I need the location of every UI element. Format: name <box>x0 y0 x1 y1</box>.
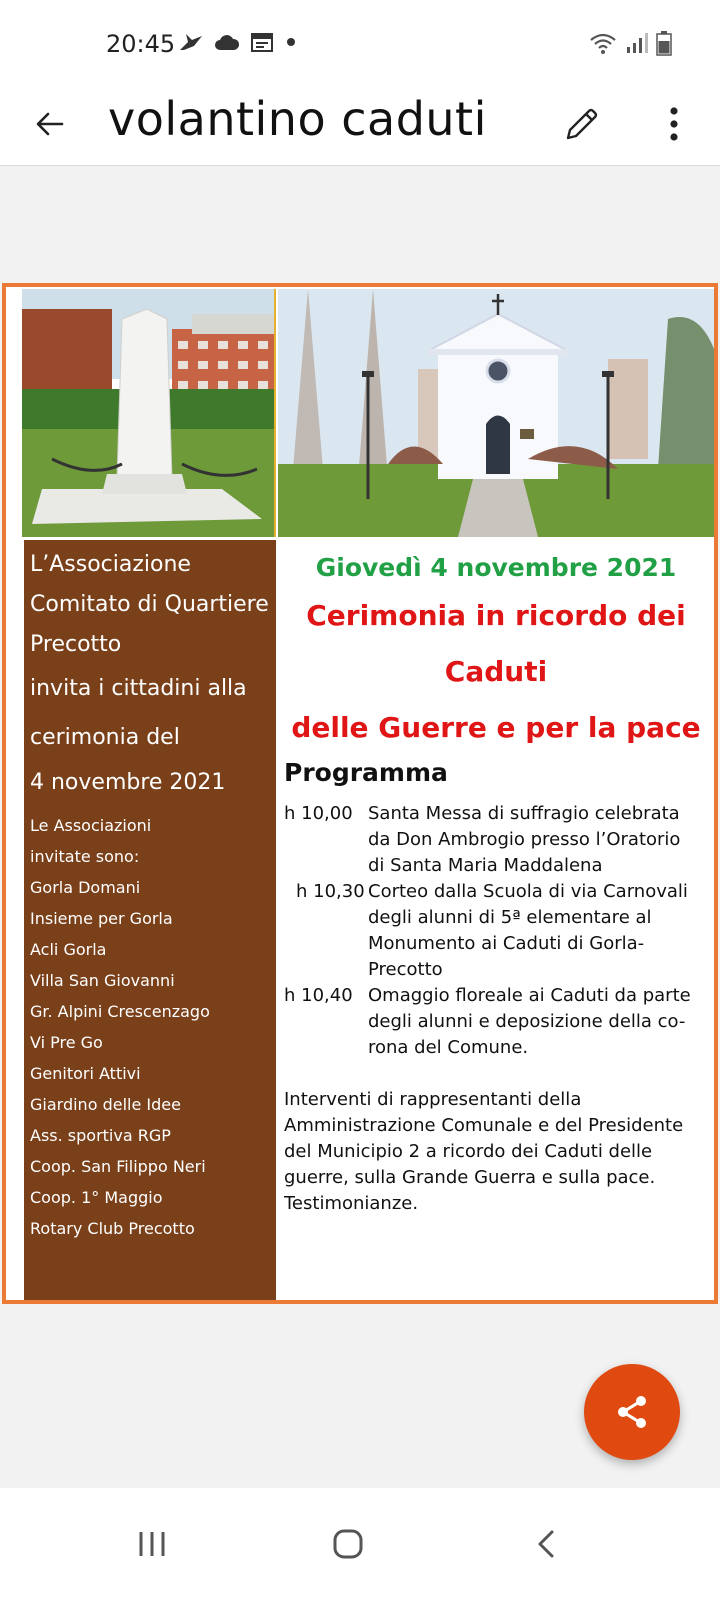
status-notification-icons <box>178 30 298 54</box>
interventi-line: Interventi di rappresentanti della <box>284 1089 582 1110</box>
program-time: h 10,30 <box>296 881 365 902</box>
home-icon <box>332 1528 364 1560</box>
home-button[interactable] <box>316 1512 380 1576</box>
status-time: 20:45 <box>106 30 176 58</box>
program-line: degli alunni e deposizione della co- <box>368 1011 686 1032</box>
program-line: di Santa Maria Maddalena <box>368 855 603 876</box>
event-date: Giovedì 4 novembre 2021 <box>315 553 677 582</box>
page-title: volantino caduti <box>108 92 487 146</box>
recents-icon <box>137 1530 167 1558</box>
dot-icon <box>284 35 298 49</box>
recents-button[interactable] <box>120 1512 184 1576</box>
sidebar-line: Comitato di Quartiere <box>30 592 269 617</box>
program-line: da Don Ambrogio presso l’Oratorio <box>368 829 681 850</box>
association-item: Genitori Attivi <box>30 1064 141 1083</box>
sidebar-line: 4 novembre 2021 <box>30 770 226 795</box>
sidebar-line: invita i cittadini alla <box>30 676 247 701</box>
chapel-photo <box>278 289 714 537</box>
battery-icon <box>656 30 672 56</box>
program-description <box>368 801 708 879</box>
status-system-icons <box>588 30 672 56</box>
interventi-line: Amministrazione Comunale e del Presidente <box>284 1115 684 1136</box>
flyer-document[interactable] <box>2 283 718 1304</box>
event-title-line: Caduti <box>444 655 548 688</box>
share-icon <box>614 1394 650 1430</box>
interventi-line: Testimonianze. <box>284 1193 419 1214</box>
association-item: Coop. San Filippo Neri <box>30 1157 206 1176</box>
more-vertical-icon <box>668 106 680 142</box>
program-line: degli alunni di 5ª elementare al <box>368 907 652 928</box>
share-button[interactable] <box>584 1364 680 1460</box>
association-item: Vi Pre Go <box>30 1033 103 1052</box>
program-line: Santa Messa di suffragio celebrata <box>368 803 680 824</box>
sidebar-line: cerimonia del <box>30 725 180 750</box>
program-schedule <box>284 801 708 1061</box>
program-line: rona del Comune. <box>368 1037 529 1058</box>
interventi-paragraph <box>284 1087 708 1217</box>
event-title-line: Cerimonia in ricordo dei <box>306 599 686 632</box>
program-row <box>284 801 708 879</box>
signal-icon <box>626 31 648 55</box>
program-line: Omaggio floreale ai Caduti da parte <box>368 985 691 1006</box>
program-time: h 10,00 <box>284 803 353 824</box>
interventi-line: del Municipio 2 a ricordo dei Caduti delle <box>284 1141 653 1162</box>
status-bar <box>0 0 720 88</box>
cloud-icon <box>214 32 240 52</box>
program-time: h 10,40 <box>284 985 353 1006</box>
bird-icon <box>178 30 204 54</box>
memorial-photo <box>22 289 276 537</box>
sidebar-line: L’Associazione <box>30 552 191 577</box>
back-nav-button[interactable] <box>514 1512 578 1576</box>
edit-button[interactable] <box>558 100 606 148</box>
ceremony-details <box>284 545 708 1217</box>
chevron-left-icon <box>535 1529 557 1559</box>
program-row <box>284 983 708 1061</box>
event-title-line: delle Guerre e per la pace <box>291 711 701 744</box>
association-item: Rotary Club Precotto <box>30 1219 195 1238</box>
sidebar-line: Precotto <box>30 632 122 657</box>
association-item: Gorla Domani <box>30 878 141 897</box>
interventi-line: guerre, sulla Grande Guerra e sulla pace. <box>284 1167 656 1188</box>
inviting-associations-panel <box>24 540 276 1300</box>
program-row <box>284 879 708 983</box>
arrow-left-icon <box>34 108 66 140</box>
app-bar <box>0 88 720 166</box>
wifi-icon <box>588 31 618 55</box>
sidebar-small-line: Le Associazioni <box>30 816 152 835</box>
association-item: Gr. Alpini Crescenzago <box>30 1002 210 1021</box>
association-item: Insieme per Gorla <box>30 909 173 928</box>
sidebar-small-line: invitate sono: <box>30 847 140 866</box>
association-item: Acli Gorla <box>30 940 107 959</box>
program-line: Monumento ai Caduti di Gorla- <box>368 933 645 954</box>
program-line: Precotto <box>368 959 443 980</box>
system-navigation-bar <box>0 1488 720 1600</box>
association-item: Villa San Giovanni <box>30 971 175 990</box>
association-item: Giardino delle Idee <box>30 1095 181 1114</box>
back-button[interactable] <box>28 102 72 146</box>
program-description <box>368 983 708 1061</box>
association-item: Coop. 1° Maggio <box>30 1188 163 1207</box>
programma-heading: Programma <box>284 758 448 787</box>
program-description <box>368 879 708 983</box>
more-options-button[interactable] <box>650 100 698 148</box>
pencil-icon <box>563 105 601 143</box>
program-line: Corteo dalla Scuola di via Carnovali <box>368 881 688 902</box>
association-item: Ass. sportiva RGP <box>30 1126 171 1145</box>
calendar-icon <box>250 31 274 53</box>
